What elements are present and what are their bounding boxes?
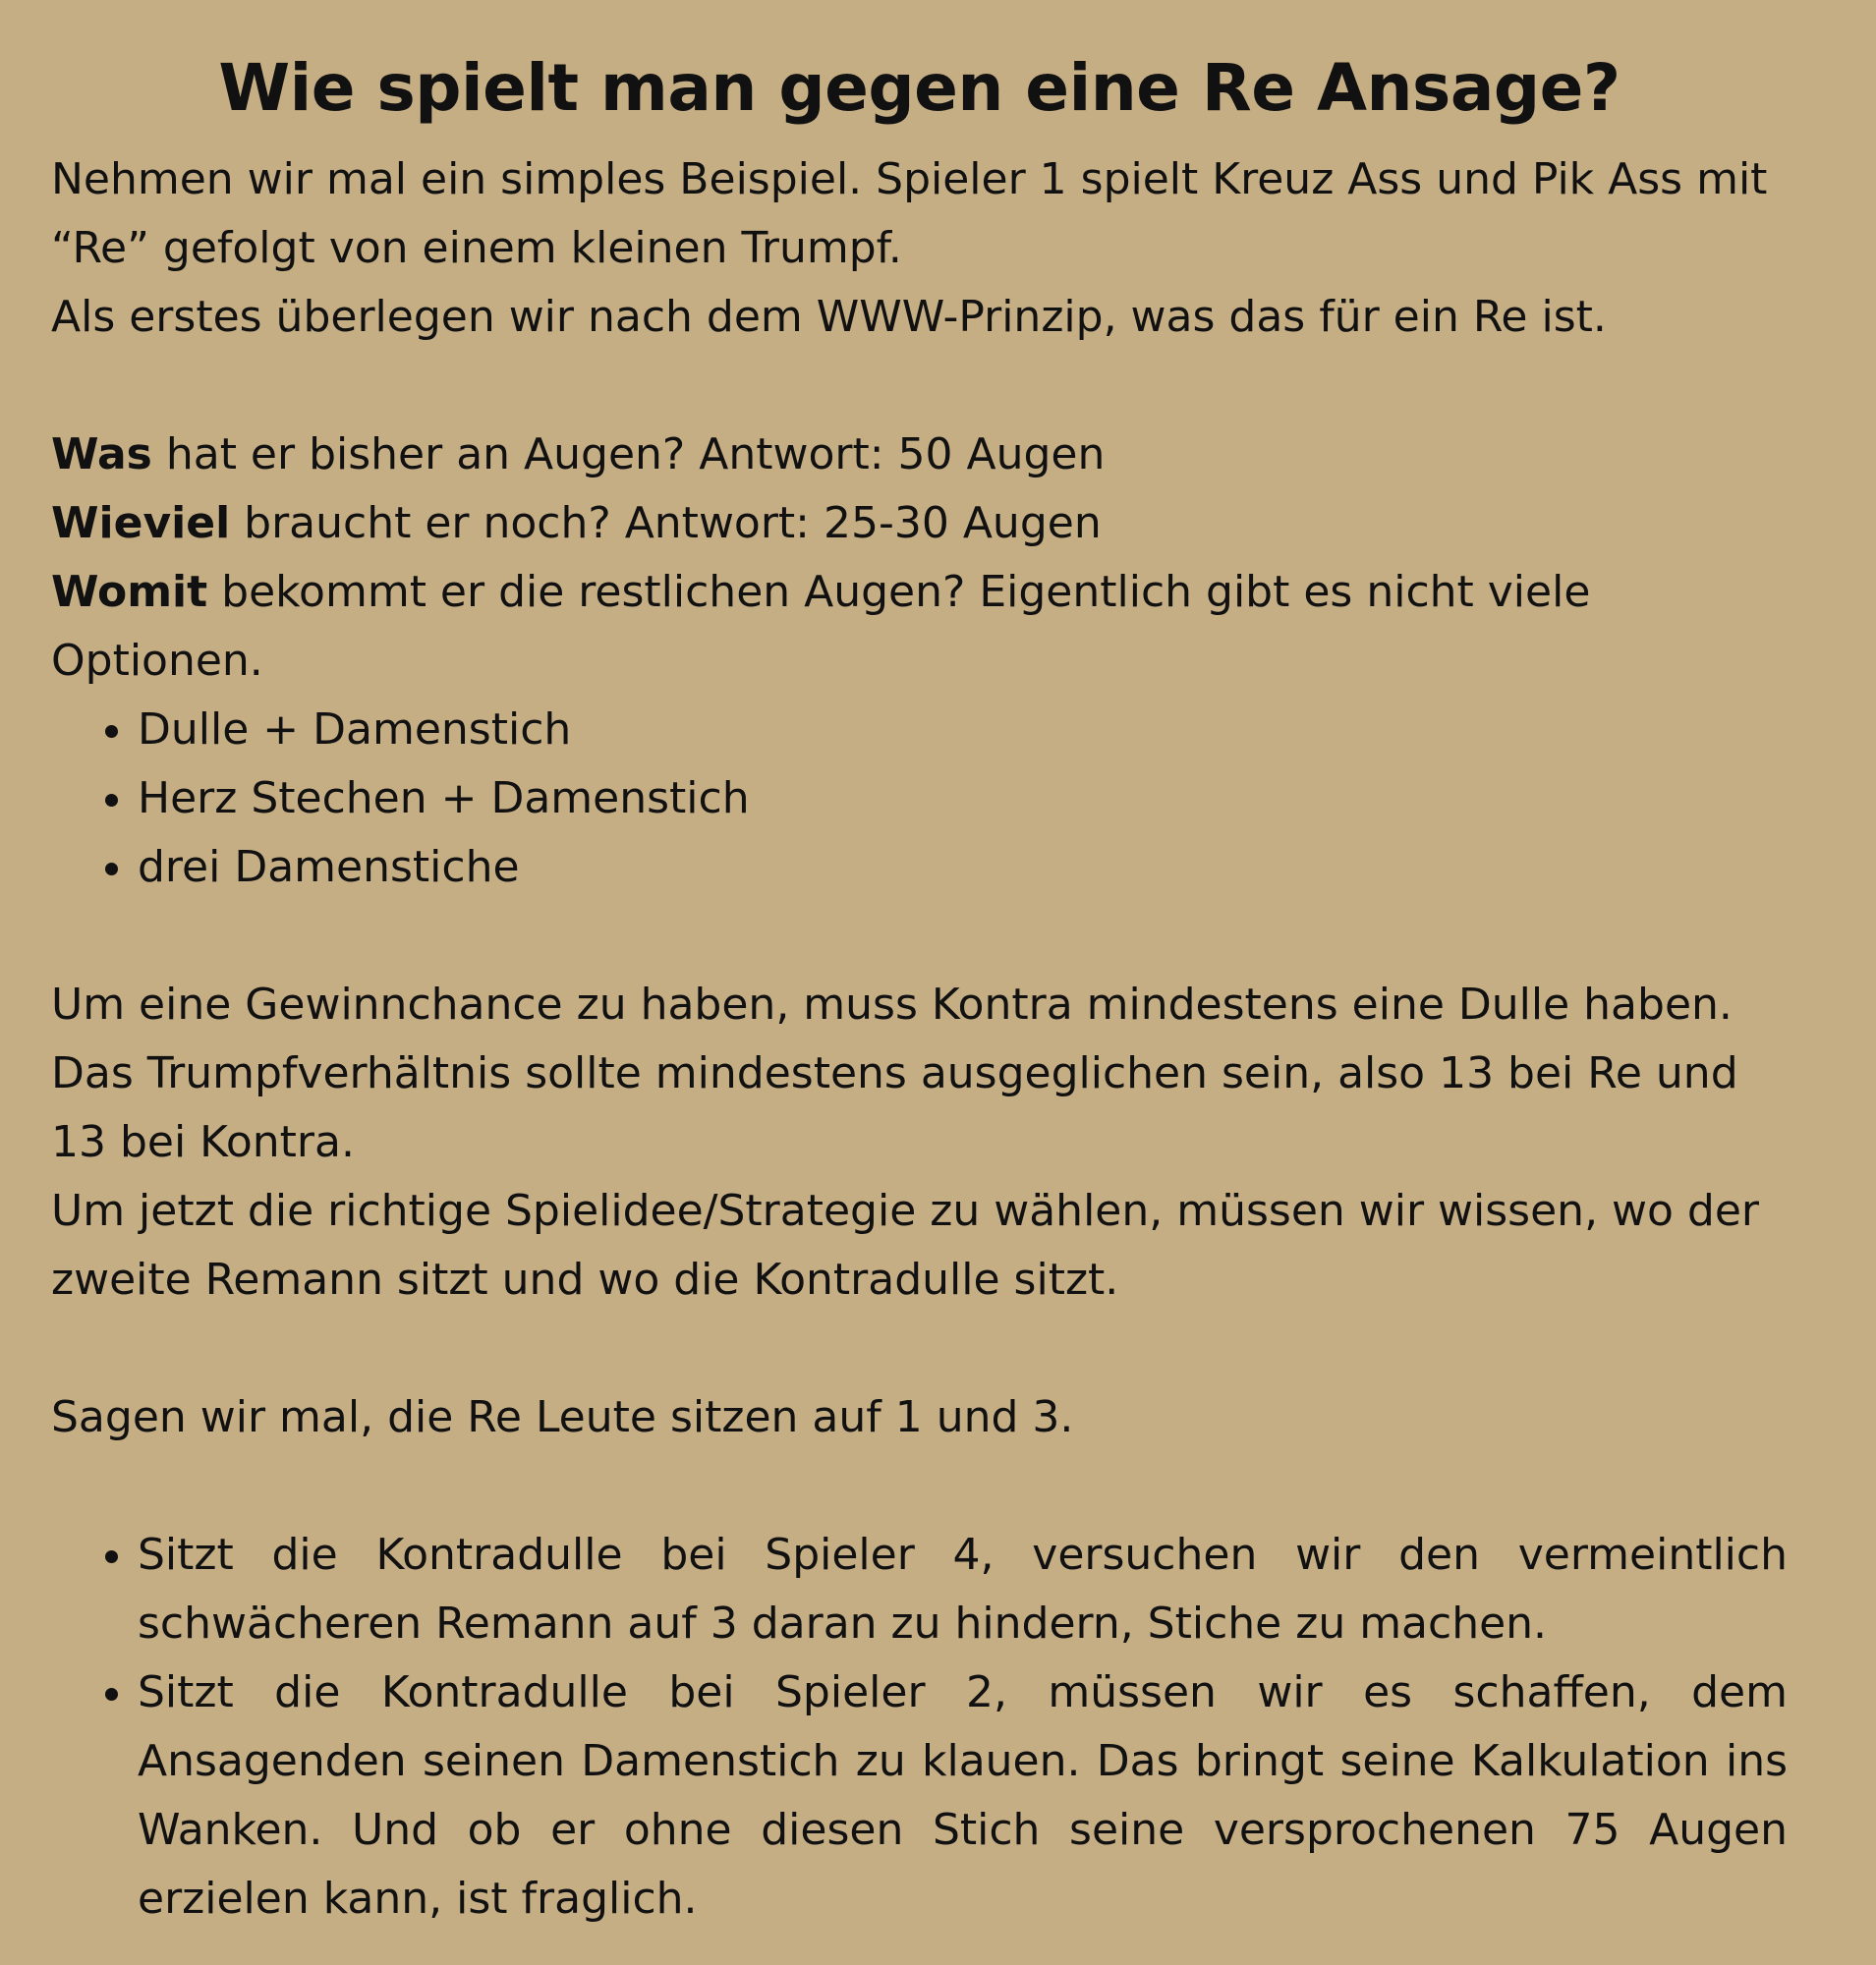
page-title: Wie spielt man gegen eine Re Ansage? <box>218 50 1620 126</box>
list-item: • Dulle + Damenstich <box>138 696 1788 764</box>
list-item: • Herz Stechen + Damenstich <box>138 764 1788 833</box>
list-item: • drei Damenstiche <box>138 833 1788 902</box>
chance-paragraph: Um eine Gewinnchance zu haben, muss Kontra mindestens eine Dulle haben. Das Trumpfverhältnis sollte mindestens ausgeglichen sein, also 13 bei Re und 13 bei Kontra. <box>51 979 1738 1167</box>
www-wieviel-label: Wieviel <box>51 497 231 548</box>
strategy-paragraph: Um jetzt die richtige Spielidee/Strategie zu wählen, müssen wir wissen, wo der zweite Remann sitzt und wo die Kontradulle sitzt. <box>51 1185 1760 1305</box>
www-was-label: Was <box>51 428 152 479</box>
intro-paragraph: Nehmen wir mal ein simples Beispiel. Spieler 1 spielt Kreuz Ass und Pik Ass mit “Re” gefolgt von einem kleinen Trumpf. <box>51 153 1768 273</box>
www-womit <box>51 558 1788 696</box>
spacer <box>51 902 1788 971</box>
www-womit-text: bekommt er die restlichen Augen? Eigentlich gibt es nicht viele Optionen. <box>51 566 1591 686</box>
www-womit-label: Womit <box>51 566 208 617</box>
article-body <box>51 145 1788 1934</box>
list-item: • Sitzt die Kontradulle bei Spieler 4, versuchen wir den vermeintlich schwächeren Remann auf 3 daran zu hindern, Stiche zu machen. <box>138 1521 1788 1658</box>
spacer <box>51 352 1788 421</box>
list-item: • Sitzt die Kontradulle bei Spieler 2, müssen wir es schaffen, dem Ansagenden seinen Damenstich zu klauen. Das bringt seine Kalkulation ins Wanken. Und ob er ohne diesen Stich seine versprochenen 75 Augen erzielen kann, ist fraglich. <box>138 1658 1788 1934</box>
www-wieviel-text: braucht er noch? Antwort: 25-30 Augen <box>230 497 1102 548</box>
www-was-text: hat er bisher an Augen? Antwort: 50 Augen <box>151 428 1106 479</box>
options-list <box>51 696 1788 902</box>
www-was <box>51 421 1788 489</box>
intro-www-line: Als erstes überlegen wir nach dem WWW-Prinzip, was das für ein Re ist. <box>51 291 1607 342</box>
www-wieviel <box>51 489 1788 558</box>
scenarios-list <box>51 1521 1788 1934</box>
spacer <box>51 1452 1788 1521</box>
spacer <box>51 1315 1788 1383</box>
seating-paragraph: Sagen wir mal, die Re Leute sitzen auf 1 und 3. <box>51 1391 1074 1442</box>
